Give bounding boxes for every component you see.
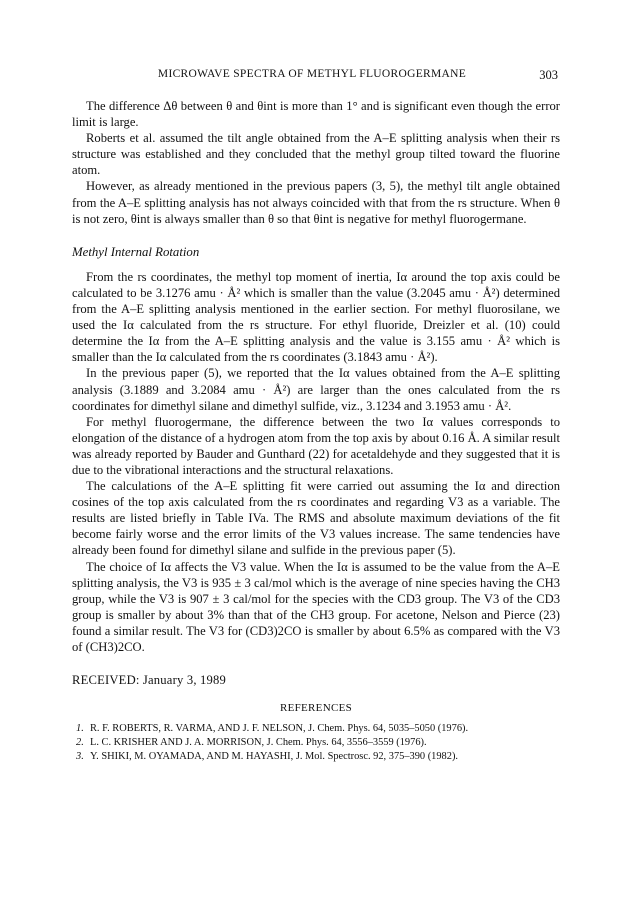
running-title: MICROWAVE SPECTRA OF METHYL FLUOROGERMANE [157, 68, 467, 80]
paragraph: Roberts et al. assumed the tilt angle obtained from the A–E splitting analysis when their rs structure was established and they concluded that the methyl group tilted toward the fluorine atom. [72, 131, 560, 178]
page-number: 303 [539, 68, 558, 82]
reference-number: 3. [76, 751, 84, 763]
reference-item [72, 736, 560, 750]
paragraph: In the previous paper (5), we reported that the Iα values obtained from the A–E splitting analysis (3.1889 and 3.2084 amu · Å²) are larger than the ones calculated from the rs coordinates for dimethyl silane and dimethyl sulfide, viz., 3.1234 and 3.1953 amu · Å². [72, 366, 560, 413]
reference-text: L. C. KRISHER AND J. A. MORRISON, J. Chem. Phys. 64, 3556–3559 (1976). [90, 737, 427, 749]
paragraph: The difference Δθ between θ and θint is more than 1° and is significant even though the error limit is large. [72, 99, 560, 130]
reference-number: 2. [76, 737, 84, 749]
reference-text: R. F. ROBERTS, R. VARMA, AND J. F. NELSON, J. Chem. Phys. 64, 5035–5050 (1976). [90, 723, 469, 735]
reference-text: Y. SHIKI, M. OYAMADA, AND M. HAYASHI, J. Mol. Spectrosc. 92, 375–390 (1982). [90, 751, 459, 763]
section-heading: Methyl Internal Rotation [72, 244, 200, 259]
paragraph: For methyl fluorogermane, the difference between the two Iα values corresponds to elongation of the distance of a hydrogen atom from the top axis by about 0.16 Å. A similar result was already reported by Bauder and Gunthard (22) for acetaldehyde and they suggested that it is due to the vibrational interactions and the structural relaxations. [72, 414, 560, 477]
paragraph: However, as already mentioned in the previous papers (3, 5), the methyl tilt angle obtained from the A–E splitting analysis has not always coincided with that from the rs structure. When θ is not zero, θint is always smaller than θ so that θint is negative for methyl fluorogermane. [72, 179, 560, 226]
running-head [66, 68, 558, 83]
reference-number: 1. [76, 723, 84, 735]
paragraph: From the rs coordinates, the methyl top moment of inertia, Iα around the top axis could be calculated to be 3.1276 amu · Å² which is smaller than the value (3.2045 amu · Å²) determined from the A–E splitting analysis mentioned in the earlier section. For methyl fluorosilane, we used the Iα calculated from the rs structure. For ethyl fluoride, Dreizler et al. (10) could determine the Iα from the A–E splitting analysis and the value is 3.155 amu · Å² which is smaller than the Iα calculated from the rs coordinates (3.1843 amu · Å²). [72, 269, 560, 365]
article-body [72, 98, 560, 764]
reference-list [72, 722, 560, 764]
received-date: RECEIVED: January 3, 1989 [72, 673, 227, 688]
paragraph: The choice of Iα affects the V3 value. When the Iα is assumed to be the value from the A–E splitting analysis, the V3 is 935 ± 3 cal/mol which is the average of nine species having the CH3 group, while the V3 is 907 ± 3 cal/mol for the species with the CD3 group. The V3 of the CD3 group is smaller by about 3% than that of the CH3 group. For acetone, Nelson and Pierce (23) found a similar result. The V3 for (CD3)2CO is smaller by about 6.5% as compared with the V3 of (CH3)2CO. [72, 559, 560, 654]
references-heading: REFERENCES [279, 702, 353, 715]
reference-item [72, 722, 560, 736]
paragraph: The calculations of the A–E splitting fit were carried out assuming the Iα and direction cosines of the top axis calculated from the rs coordinates and regarding V3 as a variable. The results are listed briefly in Table IVa. The RMS and absolute maximum deviations of the fit become fairly worse and the error limits of the V3 values increase. The same tendencies have already been found for dimethyl silane and sulfide in the previous paper (5). [72, 479, 560, 558]
reference-item [72, 750, 560, 764]
